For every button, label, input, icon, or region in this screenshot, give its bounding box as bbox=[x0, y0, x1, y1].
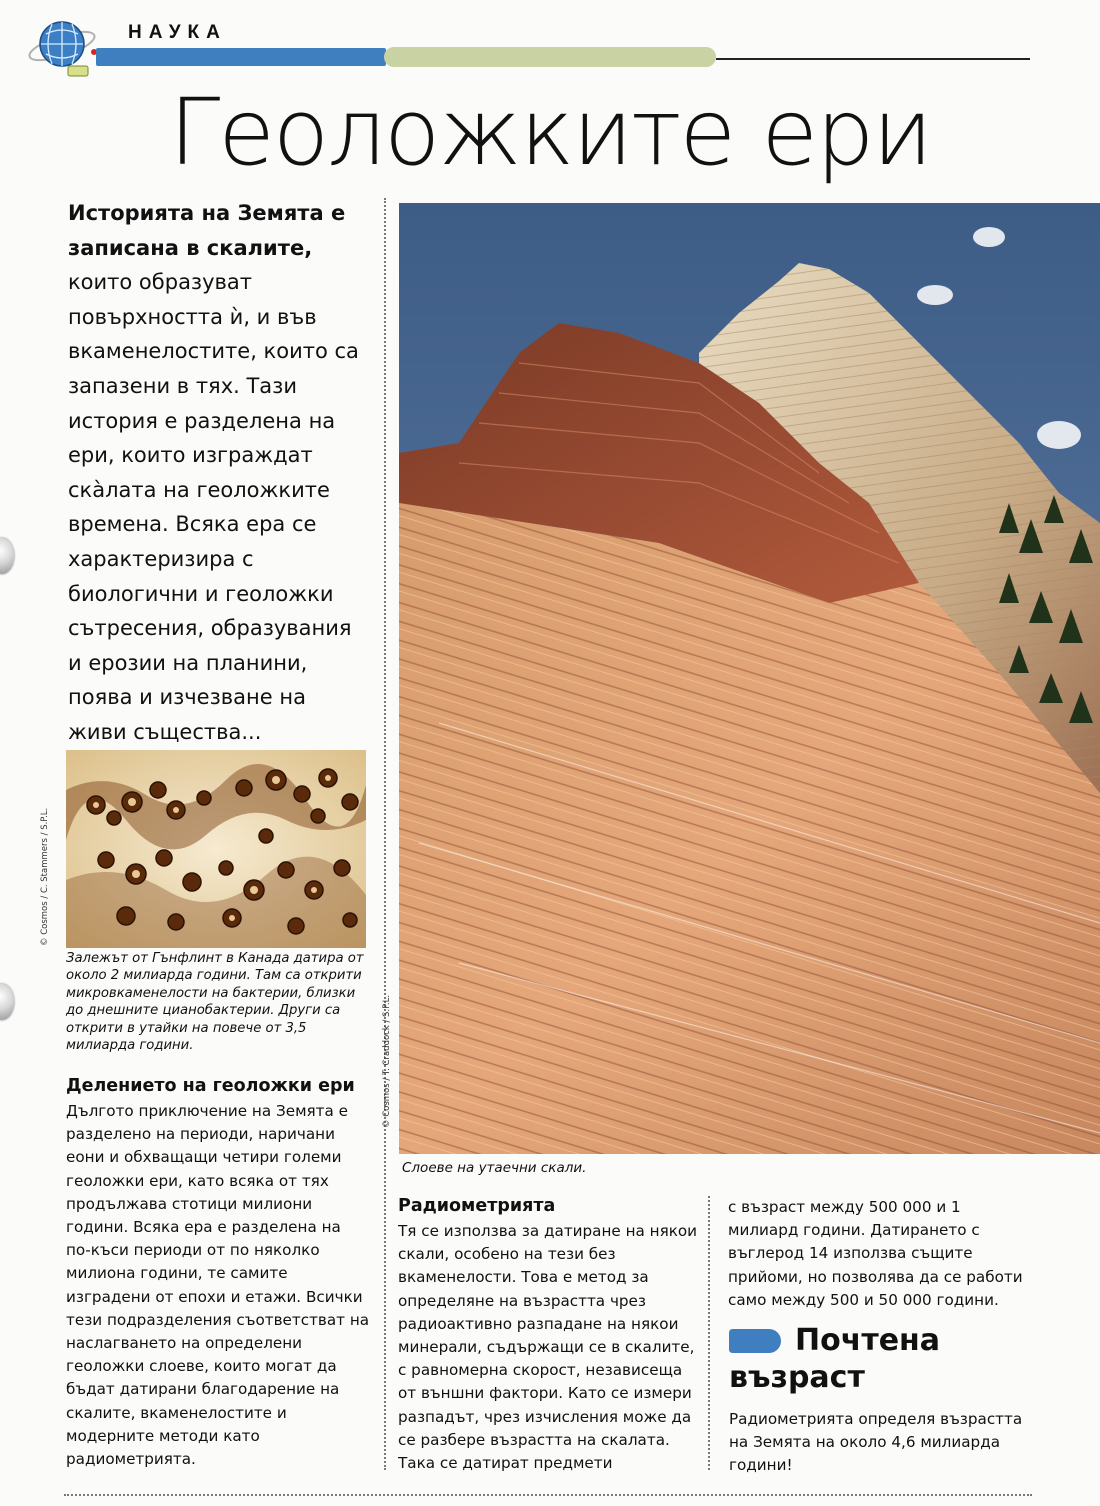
microfossil-photo bbox=[66, 750, 366, 948]
globe-logo-icon bbox=[24, 12, 110, 82]
box-title bbox=[729, 1322, 1049, 1396]
intro-text: които образуват повърхността ѝ, и във вкаменелостите, които са запазени в тях. Тази история е разделена на ери, които изграждат скàлата на геоложките времена. Всяка ера се характеризира с биологични и геоложки сътресения, образувания и ерозии на планини, поява и изчезване на живи същества... bbox=[68, 270, 359, 744]
intro-lead: Историята на Земята е записана в скалите, bbox=[68, 201, 346, 260]
small-photo-credit: © Cosmos / C. Stammers / S.P.L. bbox=[40, 807, 50, 946]
radiometry-text-continued: с възраст между 500 000 и 1 милиард години. Датирането с въглерод 14 използва същите прийоми, но позволява да се работи само между 500 и 50 000 години. bbox=[728, 1198, 1023, 1309]
box-text: Радиометрията определя възрастта на Земята на около 4,6 милиарда години! bbox=[729, 1410, 1023, 1475]
section-label: НАУКА bbox=[128, 22, 227, 43]
header-bar-green bbox=[384, 47, 716, 67]
column-divider-2 bbox=[708, 1196, 710, 1470]
box-title-text: Почтена възраст bbox=[729, 1323, 941, 1395]
division-text: Дългото приключение на Земята е разделено на периоди, наричани еони и обхващащи четири големи геоложки ери, като всяка от тях продължава стотици милиони години. Всяка ера е разделена на по-къси периоди от по няколко милиона години, те самите изградени от епохи и етажи. Всички тези подразделения съответстват на наслагването на определени геоложки слоеве, които могат да бъдат датирани благодарение на скалите, вкаменелостите и модерните методи като радиометрията. bbox=[66, 1102, 370, 1469]
header-rule bbox=[716, 58, 1030, 60]
small-photo-caption: Залежът от Гънфлинт в Канада датира от около 2 милиарда години. Там са открити микровкаменелости на бактерии, близки до днешните цианобактерии. Други са открити в утайки на повече от 3,5 милиарда години. bbox=[66, 951, 364, 1054]
page-title: Геоложките ери bbox=[169, 79, 931, 186]
big-photo-credit: © Cosmos / T. Craddock / S.P.L. bbox=[382, 994, 392, 1128]
radiometry-text: Тя се използва за датиране на някои скали, особено на тези без вкаменелости. Това е метод за определяне на възрастта чрез радиоактивно разпадане на някои минерали, съдържащи се в скалите, с равномерна скорост, независеща от външни фактори. Като се измери разпадът, чрез изчисления може да се разбере възрастта на скалата. Така се датират предмети bbox=[398, 1222, 698, 1473]
sedimentary-rocks-photo bbox=[399, 203, 1100, 1154]
column-divider bbox=[384, 198, 386, 1470]
intro-paragraph bbox=[68, 196, 368, 750]
division-heading: Делението на геоложки ери bbox=[66, 1076, 355, 1096]
radiometry-heading: Радиометрията bbox=[398, 1196, 556, 1216]
binder-hole bbox=[0, 538, 14, 574]
binder-hole bbox=[0, 984, 14, 1020]
big-photo-caption: Слоеве на утаечни скали. bbox=[402, 1160, 587, 1176]
footer-rule bbox=[64, 1494, 1032, 1496]
header-bar-blue bbox=[96, 48, 386, 66]
